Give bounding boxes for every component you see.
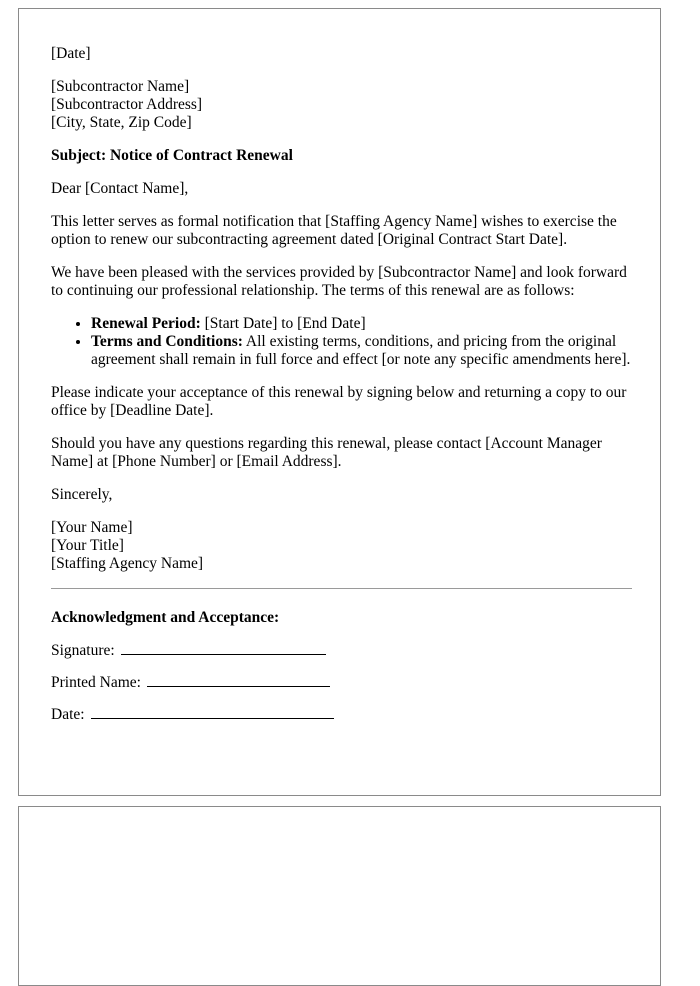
letter-page <box>18 8 661 796</box>
sender-title: [Your Title] <box>51 537 124 554</box>
paragraph-acceptance: Please indicate your acceptance of this renewal by signing below and returning a copy to our office by [Deadline Date]. <box>51 384 627 419</box>
signature-label: Signature: <box>51 642 115 659</box>
printed-name-line <box>147 674 330 687</box>
list-item-label: Renewal Period: <box>91 315 201 332</box>
subject-line: Subject: Notice of Contract Renewal <box>51 147 293 164</box>
closing: Sincerely, <box>51 486 113 503</box>
list-item-text: [Start Date] to [End Date] <box>200 315 366 332</box>
section-divider <box>51 588 632 589</box>
paragraph-terms-intro: We have been pleased with the services provided by [Subcontractor Name] and look forward to continuing our professional relationship. The terms of this renewal are as follows: <box>51 264 627 299</box>
terms-list <box>51 315 632 369</box>
list-item-terms-conditions <box>91 333 632 369</box>
next-page <box>18 806 661 986</box>
signature-block <box>51 519 632 573</box>
paragraph-notification: This letter serves as formal notification that [Staffing Agency Name] wishes to exercise the option to renew our subcontracting agreement dated [Original Contract Start Date]. <box>51 213 617 248</box>
acknowledgment-heading: Acknowledgment and Acceptance: <box>51 609 280 626</box>
list-item-text: All existing terms, conditions, and pricing from the original agreement shall remain in full force and effect [or note any specific amendments here]. <box>91 333 631 368</box>
date-line <box>91 706 334 719</box>
list-item-renewal-period <box>91 315 632 333</box>
sender-agency: [Staffing Agency Name] <box>51 555 204 572</box>
date-placeholder: [Date] <box>51 45 91 62</box>
recipient-city-state-zip: [City, State, Zip Code] <box>51 114 192 131</box>
printed-name-label: Printed Name: <box>51 674 141 691</box>
sender-name: [Your Name] <box>51 519 133 536</box>
printed-name-field <box>51 674 632 692</box>
recipient-address: [Subcontractor Address] <box>51 96 203 113</box>
signature-field <box>51 642 632 660</box>
paragraph-questions: Should you have any questions regarding this renewal, please contact [Account Manager Name] at [Phone Number] or [Email Address]. <box>51 435 602 470</box>
date-label: Date: <box>51 706 85 723</box>
list-item-label: Terms and Conditions: <box>91 333 243 350</box>
signature-line <box>121 642 326 655</box>
salutation: Dear [Contact Name], <box>51 180 189 197</box>
recipient-name: [Subcontractor Name] <box>51 78 190 95</box>
date-field <box>51 706 632 724</box>
recipient-block <box>51 78 632 132</box>
